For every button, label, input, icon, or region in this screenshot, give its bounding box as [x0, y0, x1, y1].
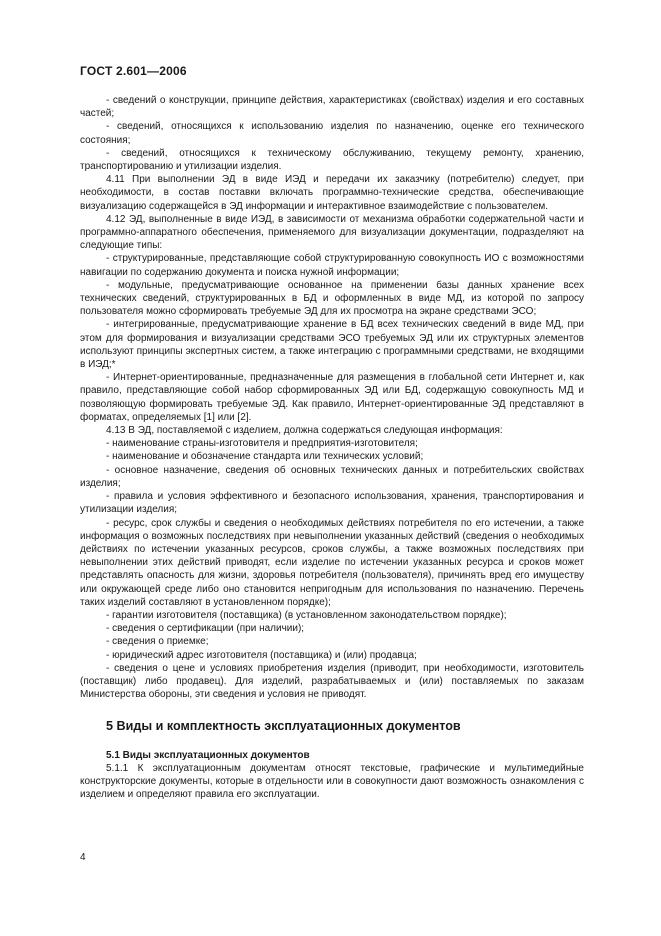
document-body — [80, 94, 584, 801]
paragraph: - Интернет-ориентированные, предназначенные для размещения в глобальной сети Интернет и, как правило, представляющие собой набор сформированных ЭД или БД, содержащую совокупность МД и позволяющую формировать требуемые ЭД. Как правило, Интернет-ориентированные ЭД представляют в форматах, определяемых [1] или [2]. — [80, 371, 584, 424]
paragraph: - ресурс, срок службы и сведения о необходимых действиях потребителя по его истечении, а также информация о возможных последствиях при невыполнении указанных действий (сведения о необходимых действиях по истечении указанных ресурсов, сроков службы, а также возможных последствиях при невыполнении этих действий приводят, если изделие по истечении указанных ресурса и сроков может представлять опасность для жизни, здоровья потребителя (пользователя), причинять вред его имуществу или окружающей среде либо оно становится непригодным для использования по назначению. Перечень таких изделий составляют в установленном порядке); — [80, 517, 584, 609]
document-header: ГОСТ 2.601—2006 — [80, 64, 187, 78]
paragraph: - наименование и обозначение стандарта или технических условий; — [80, 450, 584, 463]
paragraph: - юридический адрес изготовителя (поставщика) и (или) продавца; — [80, 649, 584, 662]
paragraph-4-11: 4.11 При выполнении ЭД в виде ИЭД и передачи их заказчику (потребителю) следует, при необходимости, в состав поставки включать программно-технические средства, обеспечивающие визуализацию содержащейся в ЭД информации и интерактивное взаимодействие с пользователем. — [80, 174, 584, 212]
paragraph: - сведений, относящихся к использованию изделия по назначению, оценке его технического состояния; — [80, 120, 584, 146]
paragraph: - модульные, предусматривающие основанное на применении базы данных хранение всех технических сведений, структурированных в БД и оформленных в виде МД, из которой по запросу пользователя можно сформировать требуемые ЭД для их просмотра на экране средствами ЭСО; — [80, 279, 584, 319]
paragraph: - сведений, относящихся к техническому обслуживанию, текущему ремонту, хранению, транспортированию и утилизации изделия. — [80, 147, 584, 173]
section-title: 5 Виды и комплектность эксплуатационных документов — [106, 719, 461, 734]
paragraph: - наименование страны-изготовителя и предприятия-изготовителя; — [80, 437, 584, 450]
paragraph-4-13: 4.13 В ЭД, поставляемой с изделием, должна содержаться следующая информация: — [106, 425, 503, 437]
paragraph: - сведения о цене и условиях приобретения изделия (приводит, при необходимости, изготовитель (поставщик) либо продавец). Для изделий, разрабатываемых и (или) поставляемых по заказам Министерства обороны, эти сведения и условия не приводят. — [80, 662, 584, 702]
paragraph: - интегрированные, предусматривающие хранение в БД всех технических сведений в виде МД, при этом для формирования и визуализации средствами ЭСО требуемых ЭД или их структурных элементов используют принципы экспертных систем, а также интеграцию с программными средствами, не входящими в ИЭД;* — [80, 318, 584, 371]
paragraph: - основное назначение, сведения об основных технических данных и потребительских свойствах изделия; — [80, 464, 584, 490]
paragraph-5-1-1: 5.1.1 К эксплуатационным документам относят текстовые, графические и мультимедийные конструкторские документы, которые в отдельности или в совокупности дают возможность ознакомления с изделием и определяют правила его эксплуатации. — [80, 762, 584, 801]
paragraph-4-12: 4.12 ЭД, выполненные в виде ИЭД, в зависимости от механизма обработки содержательной части и программно-аппаратного обеспечения, применяемого для визуализации документации, подразделяют на следующие типы: — [80, 213, 584, 252]
paragraph: - сведения о приемке; — [80, 635, 584, 648]
paragraph: - структурированные, представляющие собой структурированную совокупность ИО с возможностями навигации по содержанию документа и поиска нужной информации; — [80, 252, 584, 278]
paragraph: - сведения о сертификации (при наличии); — [80, 622, 584, 635]
page-number: 4 — [80, 852, 86, 863]
paragraph: - правила и условия эффективного и безопасного использования, хранения, транспортирования и утилизации изделия; — [80, 490, 584, 516]
paragraph: - гарантии изготовителя (поставщика) (в установленном законодательством порядке); — [80, 609, 584, 622]
paragraph: - сведений о конструкции, принципе действия, характеристиках (свойствах) изделия и его составных частей; — [80, 94, 584, 120]
subsection-title: 5.1 Виды эксплуатационных документов — [106, 749, 310, 761]
